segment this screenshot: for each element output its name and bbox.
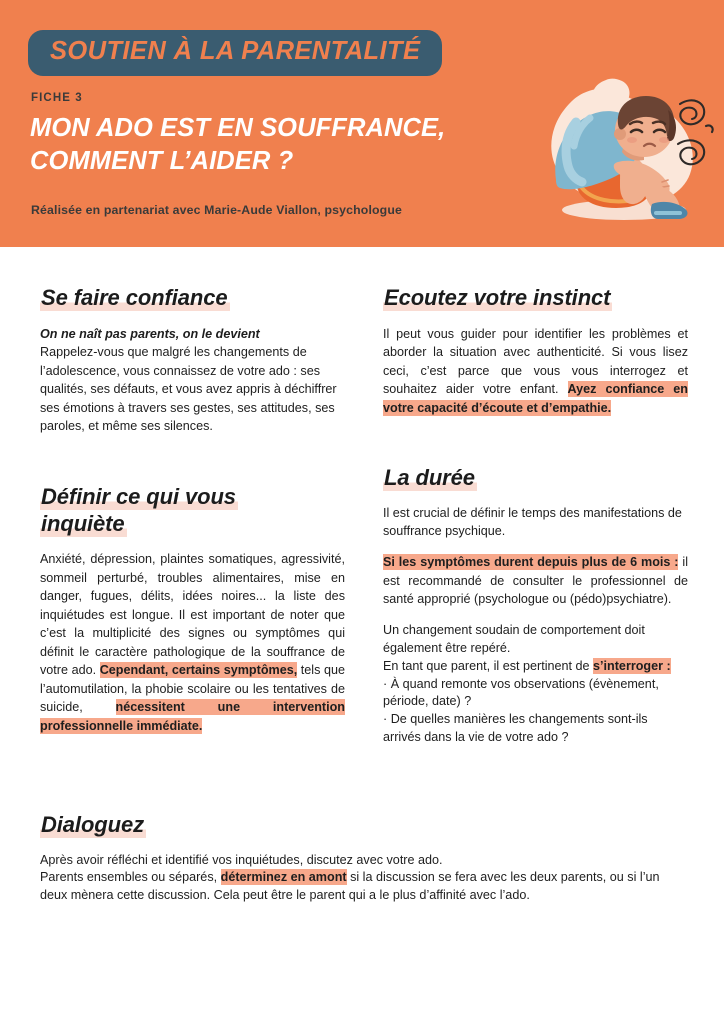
section-la-duree bbox=[383, 465, 688, 746]
duree-bullet-2: · De quelles manières les changements sont-ils arrivés dans la vie de votre ado ? bbox=[383, 711, 648, 744]
section-title-definir-line-1: Définir ce qui vous bbox=[41, 483, 236, 509]
ear bbox=[614, 128, 626, 140]
section-title-confiance-text: Se faire confiance bbox=[41, 285, 228, 310]
section-definir bbox=[40, 484, 345, 736]
section-title-definir-line-2: inquiète bbox=[41, 510, 125, 536]
dialoguez-highlight: déterminez en amont bbox=[220, 870, 347, 885]
confiance-body-text: Rappelez-vous que malgré les changements de l’adolescence, vous connaissez de votre ado : ses qualités, ses défauts, et vous avez appris à déchiffrer ses émotions à travers ses gestes, ses attitudes, ses paroles, et même ses silences. bbox=[40, 345, 337, 434]
brand-pill bbox=[28, 30, 442, 76]
page-title bbox=[30, 112, 550, 178]
duree-para-4-pre: En tant que parent, il est pertinent de bbox=[383, 659, 594, 674]
section-title-dialoguez-text: Dialoguez bbox=[41, 812, 144, 837]
section-body-confiance bbox=[40, 325, 345, 436]
duree-para-4 bbox=[383, 657, 688, 676]
right-column bbox=[383, 247, 688, 746]
brand-pill-label: SOUTIEN À LA PARENTALITÉ bbox=[50, 37, 421, 65]
header-banner bbox=[0, 0, 724, 247]
page-title-line-2: COMMENT L’AIDER ? bbox=[30, 147, 294, 176]
duree-para-2-rest: il est recommandé de consulter le professionnel de santé approprié (psychologue ou (pédo)psychiatre). bbox=[383, 555, 688, 607]
page-title-line-1: MON ADO EST EN SOUFFRANCE, bbox=[30, 114, 446, 142]
instinct-highlight: Ayez confiance en votre capacité d’écoute et d’empathie. bbox=[383, 382, 688, 415]
duree-para-2 bbox=[383, 553, 688, 609]
sheet-number-label: FICHE 3 bbox=[31, 92, 83, 104]
duree-bullet-1: · À quand remonte vos observations (évènement, période, date) ? bbox=[383, 676, 659, 709]
instinct-body-part-1: Il peut vous guider pour identifier les problèmes et aborder la situation avec authenticité. Si vous lisez ceci, c’est parce que vous vous interrogez et souhaitez aider votre enfant. bbox=[383, 326, 688, 397]
definir-body-part-1: Anxiété, dépression, plaintes somatiques, agressivité, sommeil perturbé, troubles alimentaires, mise en danger, fugues, délits, idées noires... la liste des inquiétudes est longue. Il est important de noter que c’est la multiplicité des signes ou symptômes qui définit le caractère pathologique de la souffrance de votre ado. bbox=[40, 552, 345, 678]
section-body-definir bbox=[40, 550, 345, 735]
dialoguez-para-2 bbox=[40, 869, 688, 904]
section-title-dialoguez bbox=[40, 812, 688, 839]
section-title-instinct-text: Ecoutez votre instinct bbox=[384, 285, 611, 310]
dialoguez-para-1: Après avoir réfléchi et identifié vos inquiétudes, discutez avec votre ado. bbox=[40, 852, 443, 867]
confiance-lead: On ne naît pas parents, on le devient bbox=[40, 326, 260, 341]
duree-para-1: Il est crucial de définir le temps des manifestations de souffrance psychique. bbox=[383, 506, 682, 538]
blush-right bbox=[659, 137, 669, 143]
section-ecoutez-instinct bbox=[383, 285, 688, 417]
section-title-instinct bbox=[383, 285, 688, 312]
duree-highlight-6-mois: Si les symptômes durent depuis plus de 6 mois : bbox=[383, 555, 679, 570]
section-se-faire-confiance bbox=[40, 285, 345, 436]
section-title-confiance bbox=[40, 285, 345, 312]
section-title-definir bbox=[40, 484, 345, 538]
blush-left bbox=[627, 137, 637, 143]
sad-teenager-illustration bbox=[520, 58, 716, 240]
credit-line: Réalisée en partenariat avec Marie-Aude Viallon, psychologue bbox=[31, 203, 402, 217]
duree-highlight-sinterroger: s’interroger : bbox=[593, 659, 671, 674]
section-dialoguez bbox=[40, 812, 688, 905]
definir-body-part-2: tels que l’automutilation, la phobie scolaire ou les tentatives de suicide, bbox=[40, 663, 345, 715]
section-title-duree-text: La durée bbox=[384, 465, 475, 491]
left-column bbox=[40, 247, 345, 735]
dialoguez-para-2-pre: Parents ensembles ou séparés, bbox=[40, 870, 221, 885]
shoe bbox=[651, 202, 688, 219]
definir-highlight-2: nécessitent une intervention professionnelle immédiate. bbox=[40, 700, 345, 733]
dialoguez-para-2-post: si la discussion se fera avec les deux parents, ou si l’un deux mènera cette discussion. Cela peut être le parent qui a le plus d’affinité avec l’ado. bbox=[40, 870, 660, 903]
definir-highlight-1: Cependant, certains symptômes, bbox=[99, 663, 298, 678]
section-title-duree bbox=[383, 465, 688, 492]
duree-para-3: Un changement soudain de comportement doit également être repéré. bbox=[383, 622, 645, 655]
section-body-instinct bbox=[383, 325, 688, 418]
